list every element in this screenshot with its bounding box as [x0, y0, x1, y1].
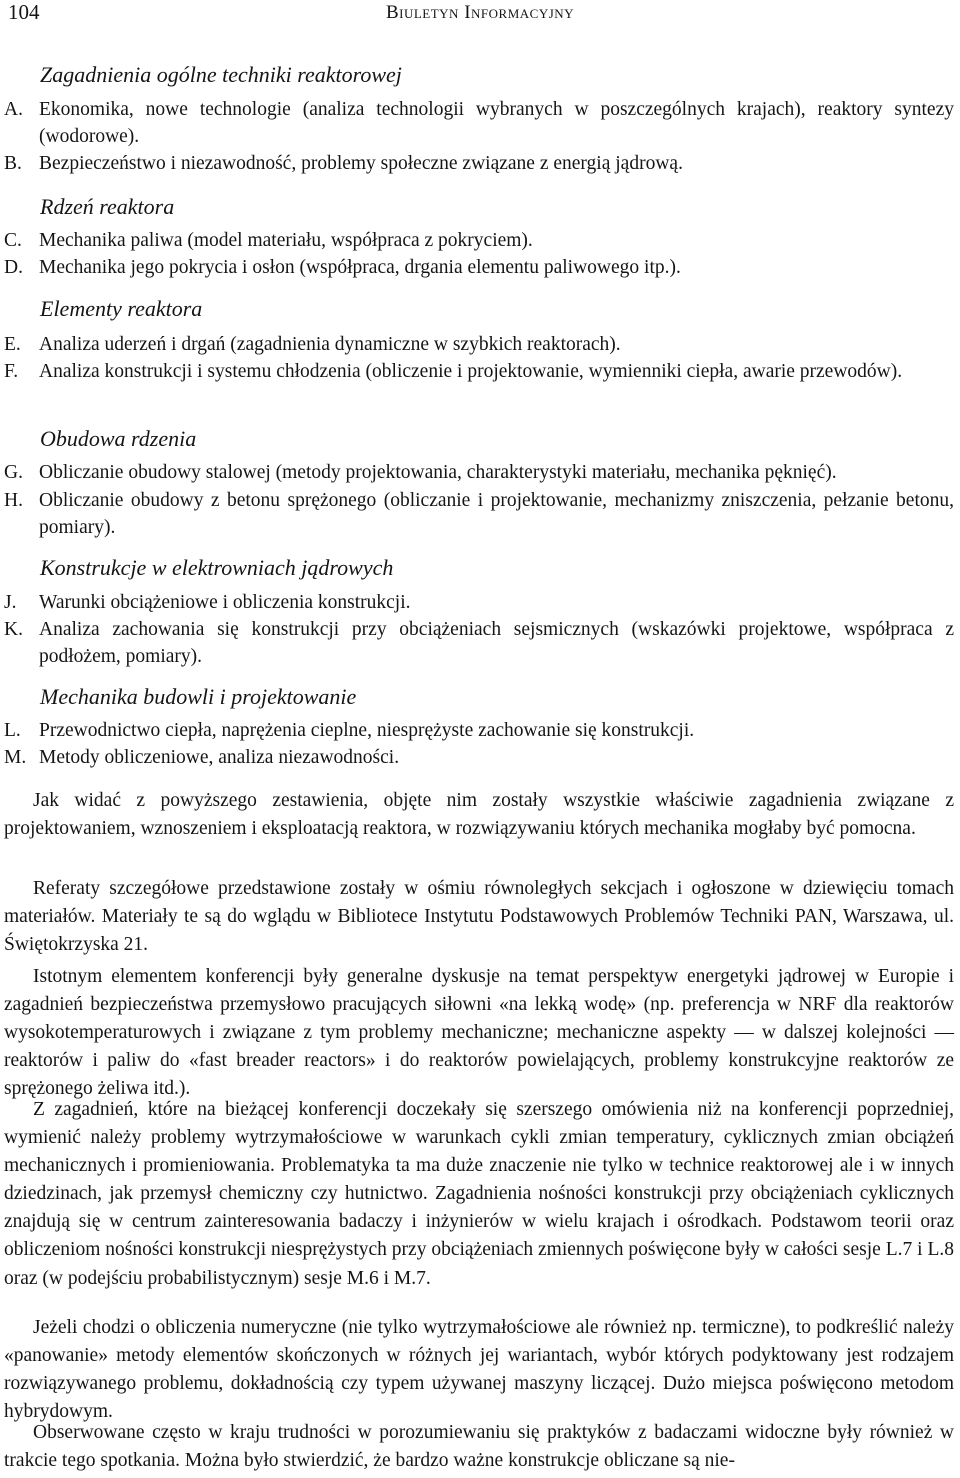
running-head: Biuletyn Informacyjny: [385, 2, 575, 23]
item-letter: D.: [4, 257, 23, 278]
item-text: Bezpieczeństwo i niezawodność, problemy społeczne związane z energią jądrową.: [39, 153, 683, 174]
item-text: Przewodnictwo ciepła, naprężenia cieplne, niesprężyste zachowanie się konstrukcji.: [39, 720, 695, 741]
body-paragraph: Jeżeli chodzi o obliczenia numeryczne (nie tylko wytrzymałościowe ale również np. termiczne), to podkreślić należy «panowanie» metody elementów skończonych w różnych jej wariantach, wybór których podyktowany jest rodzajem rozwiązywanego problemu, dokładnością czy typem używanej maszyny liczącej. Dużo miejsca poświęcono metodom hybrydowym.: [4, 1317, 954, 1423]
section-title: Zagadnienia ogólne techniki reaktorowej: [40, 62, 402, 87]
item-letter: H.: [4, 490, 23, 511]
body-paragraph: Obserwowane często w kraju trudności w porozumiewaniu się praktyków z badaczami widoczne były również w trakcie tego spotkania. Można było stwierdzić, że bardzo ważne konstrukcje obliczane są nie-: [4, 1422, 954, 1472]
list-item: [4, 332, 954, 359]
section-title: Elementy reaktora: [40, 296, 203, 321]
list-item: [4, 359, 954, 386]
item-letter: C.: [4, 230, 22, 251]
section-title: Rdzeń reaktora: [40, 194, 175, 219]
item-text: Warunki obciążeniowe i obliczenia konstrukcji.: [39, 592, 411, 613]
item-letter: G.: [4, 462, 23, 483]
list-item: [4, 255, 954, 282]
page-header: [0, 0, 960, 30]
section-title: Mechanika budowli i projektowanie: [40, 684, 357, 709]
item-letter: L.: [4, 720, 21, 741]
item-text: Analiza uderzeń i drgań (zagadnienia dynamiczne w szybkich reaktorach).: [39, 334, 621, 355]
item-letter: M.: [4, 747, 27, 768]
item-text: Analiza zachowania się konstrukcji przy obciążeniach sejsmicznych (wskazówki projektowe, współpraca z podłożem, pomiary).: [39, 619, 954, 667]
item-text: Obliczanie obudowy stalowej (metody projektowania, charakterystyki materiału, mechanika pęknięć).: [39, 462, 837, 483]
item-text: Obliczanie obudowy z betonu sprężonego (obliczanie i projektowanie, mechanizmy zniszczenia, pełzanie betonu, pomiary).: [39, 490, 954, 538]
section-title: Konstrukcje w elektrowniach jądrowych: [40, 555, 394, 580]
item-text: Mechanika paliwa (model materiału, współpraca z pokryciem).: [39, 230, 533, 251]
list-item: [4, 151, 954, 178]
list-item: [4, 617, 954, 670]
item-letter: A.: [4, 99, 23, 120]
list-item: [4, 718, 954, 745]
list-item: [4, 460, 954, 487]
item-letter: E.: [4, 334, 21, 355]
section-title: Obudowa rdzenia: [40, 426, 197, 451]
item-text: Metody obliczeniowe, analiza niezawodności.: [39, 747, 400, 768]
item-text: Ekonomika, nowe technologie (analiza technologii wybranych w poszczególnych krajach), reaktory syntezy (wodorowe).: [39, 99, 954, 147]
list-item: [4, 488, 954, 541]
list-item: [4, 590, 954, 617]
list-item: [4, 745, 954, 772]
body-paragraph: Jak widać z powyższego zestawienia, objęte nim zostały wszystkie właściwie zagadnienia związane z projektowaniem, wznoszeniem i eksploatacją reaktora, w rozwiązywaniu których mechanika mogłaby być pomocna.: [4, 790, 954, 840]
item-letter: J.: [4, 592, 17, 613]
list-item: [4, 97, 954, 150]
body-paragraph: Istotnym elementem konferencji były generalne dyskusje na temat perspektyw energetyki jądrowej w Europie i zagadnień bezpieczeństwa przemysłowo pracujących siłowni «na lekką wodę» (np. preferencja w NRF dla reaktorów wysokotemperaturowych i związane z tym problemy mechaniczne; mechaniczne aspekty — w dalszej kolejności — reaktorów i paliw do «fast breader reactors» i do reaktorów powielających, problemy konstrukcyjne reaktorów ze sprężonego żeliwa itd.).: [4, 966, 954, 1100]
item-letter: K.: [4, 619, 23, 640]
item-letter: B.: [4, 153, 22, 174]
item-text: Mechanika jego pokrycia i osłon (współpraca, drgania elementu paliwowego itp.).: [39, 257, 681, 278]
item-text: Analiza konstrukcji i systemu chłodzenia (obliczenie i projektowanie, wymienniki ciepła, awarie przewodów).: [39, 361, 903, 382]
page-number: 104: [8, 0, 40, 24]
body-paragraph: Referaty szczegółowe przedstawione zostały w ośmiu równoległych sekcjach i ogłoszone w dziewięciu tomach materiałów. Materiały te są do wglądu w Bibliotece Instytutu Podstawowych Problemów Techniki PAN, Warszawa, ul. Świętokrzyska 21.: [4, 878, 954, 956]
list-item: [4, 228, 954, 255]
item-letter: F.: [4, 361, 19, 382]
body-paragraph: Z zagadnień, które na bieżącej konferencji doczekały się szerszego omówienia niż na konferencji poprzedniej, wymienić należy problemy wytrzymałościowe w warunkach cykli zmian temperatury, cyklicznych zmian obciążeń mechanicznych i promieniowania. Problematyka ta ma duże znaczenie nie tylko w technice reaktorowej ale i w innych dziedzinach, jak przemysł chemiczny czy hutnictwo. Zagadnienia nośności konstrukcji przy obciążeniach cyklicznych znajdują się w centrum zainteresowania badaczy i inżynierów w wielu krajach i ośrodkach. Podstawom teorii oraz obliczeniom nośności konstrukcji niesprężystych przy obciążeniach zmiennych poświęcone były w całości sesje L.7 i L.8 oraz (w podejściu probabilistycznym) sesje M.6 i M.7.: [4, 1099, 954, 1289]
